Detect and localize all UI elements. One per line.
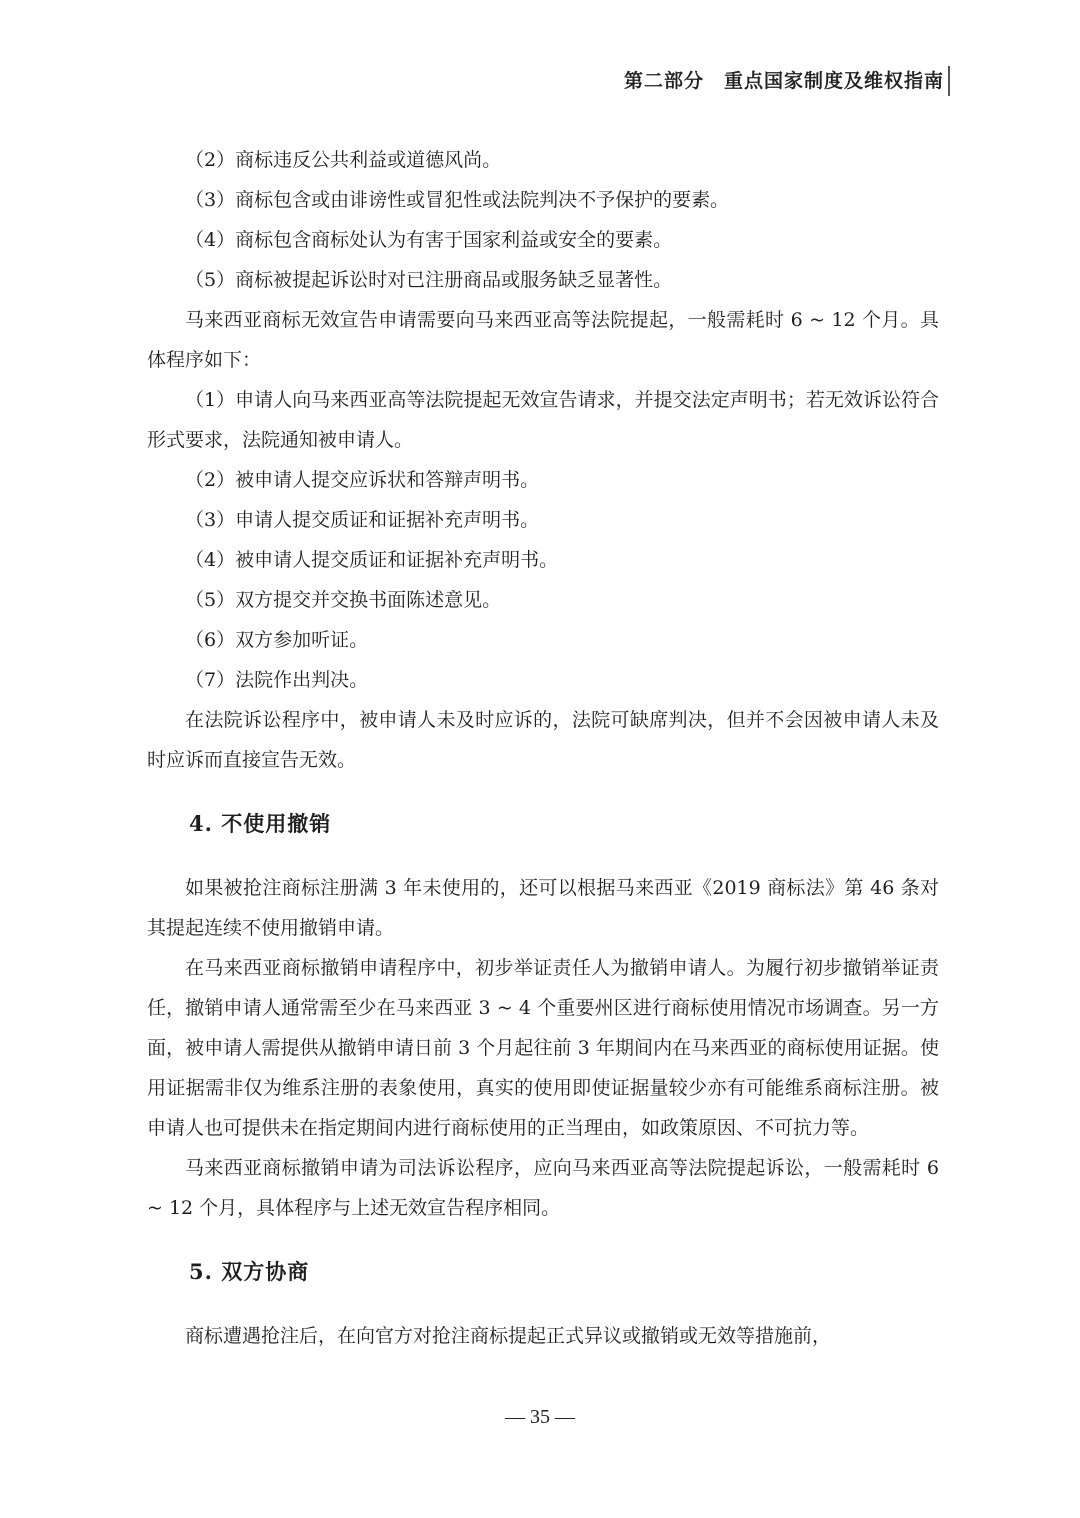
procedure-step-3: （3）申请人提交质证和证据补充声明书。 [185, 509, 540, 531]
header-divider [948, 66, 950, 96]
procedure-step-5: （5）双方提交并交换书面陈述意见。 [185, 589, 502, 611]
procedure-step-6: （6）双方参加听证。 [185, 629, 369, 651]
list-item-5: （5）商标被提起诉讼时对已注册商品或服务缺乏显著性。 [185, 269, 673, 291]
body-paragraph: 如果被抢注商标注册满 3 年未使用的，还可以根据马来西亚《2019 商标法》第 46 条对其提起连续不使用撤销申请。 [147, 877, 939, 939]
body-paragraph: 马来西亚商标无效宣告申请需要向马来西亚高等法院提起，一般需耗时 6 ~ 12 个月。具体程序如下： [147, 309, 939, 371]
list-item-3: （3）商标包含或由诽谤性或冒犯性或法院判决不予保护的要素。 [185, 189, 730, 211]
section-heading-5: 5. 双方协商 [189, 1259, 310, 1284]
procedure-step-2: （2）被申请人提交应诉状和答辩声明书。 [185, 469, 540, 491]
body-paragraph: 在法院诉讼程序中，被申请人未及时应诉的，法院可缺席判决，但并不会因被申请人未及时应诉而直接宣告无效。 [147, 709, 939, 771]
page-number: — 35 — [505, 1406, 575, 1428]
list-item-4: （4）商标包含商标处认为有害于国家利益或安全的要素。 [185, 229, 673, 251]
procedure-step-4: （4）被申请人提交质证和证据补充声明书。 [185, 549, 559, 571]
running-header: 第二部分 重点国家制度及维权指南 [623, 70, 944, 92]
body-paragraph: 商标遭遇抢注后，在向官方对抢注商标提起正式异议或撤销或无效等措施前， [185, 1325, 832, 1347]
list-item-2: （2）商标违反公共利益或道德风尚。 [185, 149, 502, 171]
page-body [147, 140, 939, 1356]
section-heading-4: 4. 不使用撤销 [189, 811, 332, 836]
procedure-step-1: （1）申请人向马来西亚高等法院提起无效宣告请求，并提交法定声明书；若无效诉讼符合形式要求，法院通知被申请人。 [147, 389, 939, 451]
body-paragraph: 马来西亚商标撤销申请为司法诉讼程序，应向马来西亚高等法院提起诉讼，一般需耗时 6 ~ 12 个月，具体程序与上述无效宣告程序相同。 [147, 1157, 939, 1219]
body-paragraph: 在马来西亚商标撤销申请程序中，初步举证责任人为撤销申请人。为履行初步撤销举证责任，撤销申请人通常需至少在马来西亚 3 ~ 4 个重要州区进行商标使用情况市场调查。另一方面，被申请人需提供从撤销申请日前 3 个月起往前 3 年期间内在马来西亚的商标使用证据。使用证据需非仅为维系注册的表象使用，真实的使用即使证据量较少亦有可能维系商标注册。被申请人也可提供未在指定期间内进行商标使用的正当理由，如政策原因、不可抗力等。 [147, 957, 939, 1139]
procedure-step-7: （7）法院作出判决。 [185, 669, 369, 691]
